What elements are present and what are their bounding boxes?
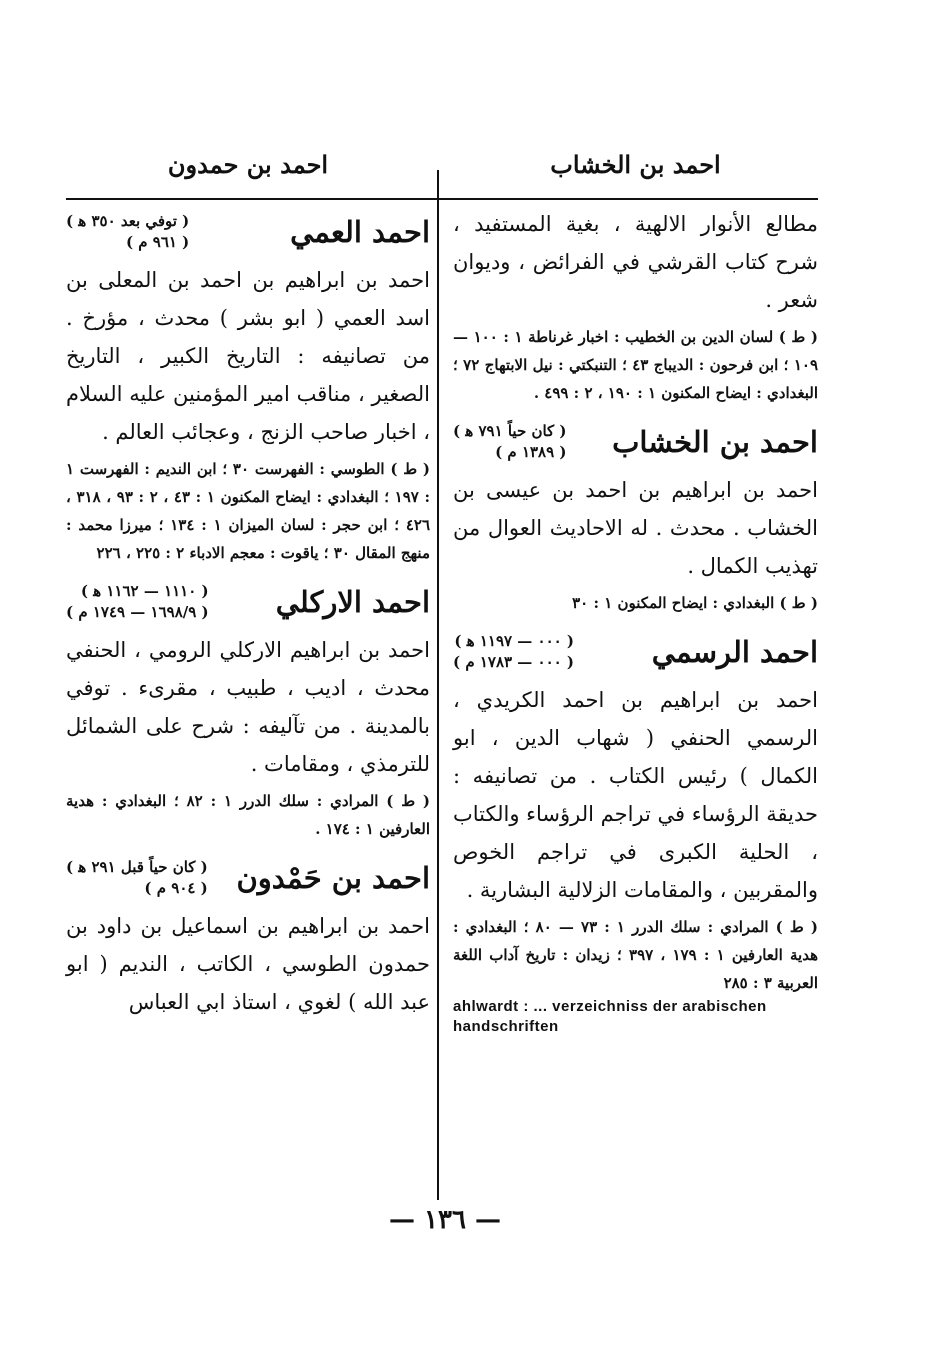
entry-continuation [453,205,818,407]
header-rule [66,198,818,200]
entry-body: احمد بن ابراهيم بن احمد الكريدي ، الرسمي الحنفي ( شهاب الدين ، ابو الكمال ) رئيس الكتاب . من تصانيفه : حديقة الرؤساء في تراجم الرؤساء والكتاب ، الحلية الكبرى في تراجم الخوص والمقربين ، والمقامات الزلالية البشارية . [452,688,818,902]
hijri-date: ( ٠٠٠ — ١١٩٧ ﻫ ) [454,632,575,650]
hijri-date: ( كان حياً قبل ٢٩١ ﻫ ) [66,858,208,876]
gregorian-date: ( ٩٠٤ م ) [144,879,208,897]
entry-references: ( ط ) المرادي : سلك الدرر ١ : ٨٢ ؛ البغدادي : هدية العارفين ١ : ١٧٤ . [66,792,431,838]
running-header-right: احمد بن الخشاب [550,150,721,179]
entry-name: احمد الاركلي [275,585,430,619]
column-divider [437,170,439,1200]
hijri-date: ( توفي بعد ٣٥٠ ﻫ ) [66,212,190,230]
entry-body: احمد بن ابراهيم الاركلي الرومي ، الحنفي محدث ، اديب ، طبيب ، مقرىء . توفي بالمدينة . من تآليفه : شرح على الشمائل للترمذي ، ومقامات . [66,638,430,776]
entry-ibn-al-khashshab [453,421,818,617]
latin-reference: ahlwardt : ... verzeichniss der arabischen handschriften [453,998,767,1035]
entry-heading [66,581,430,623]
hijri-date: ( كان حياً ٧٩١ ﻫ ) [453,422,567,440]
entry-dates [453,631,574,673]
entry-dates [453,421,567,463]
entry-dates [66,211,189,253]
entry-name: احمد العمي [290,215,430,249]
entry-heading [66,211,430,253]
entry-references: ( ط ) لسان الدين بن الخطيب : اخبار غرناطة ١ : ١٠٠ — ١٠٩ ؛ ابن فرحون : الديباج ٤٣ ؛ التنبكتي : نيل الابتهاج ٧٢ ؛ البغدادي : ايضاح المكنون ١ : ١٩٠ ، ٢ : ٤٩٩ . [453,328,818,402]
entry-dates [66,581,209,623]
entry-heading [66,857,430,899]
entry-name: احمد بن حَمْدون [236,861,430,895]
left-column [66,205,430,1035]
page-number: — ١٣٦ — [388,1205,502,1235]
entry-references: ( ط ) الطوسي : الفهرست ٣٠ ؛ ابن النديم : الفهرست ١ : ١٩٧ ؛ البغدادي : ايضاح المكنون ١ : ٤٣ ، ٢ : ٩٣ ، ٣١٨ ، ٤٢٦ ؛ ابن حجر : لسان الميزان ١ : ١٣٤ ؛ ميرزا محمد : منهج المقال ٣٠ ؛ ياقوت : معجم الادباء ٢ : ٢٢٥ ، ٢٢٦ [66,460,430,562]
running-header-left: احمد بن حمدون [167,150,329,179]
entry-body: احمد بن ابراهيم بن احمد بن المعلى بن اسد العمي ( ابو بشر ) محدث ، مؤرخ . من تصانيفه : التاريخ الكبير ، التاريخ الصغير ، مناقب امير المؤمنين عليه السلام ، اخبار صاحب الزنج ، وعجائب العالم . [66,268,430,444]
entry-heading [453,631,818,673]
entry-ibn-hamdun [66,857,430,1021]
entry-references: ( ط ) المرادي : سلك الدرر ١ : ٧٣ — ٨٠ ؛ البغدادي : هدية العارفين ١ : ١٧٩ ، ٣٩٧ ؛ زيدان : تاريخ آداب اللغة العربية ٣ : ٢٨٥ [453,918,818,992]
entry-al-rasmi [453,631,818,1037]
right-column [453,205,818,1051]
gregorian-date: ( ٠٠٠ — ١٧٨٣ م ) [453,653,575,671]
gregorian-date: ( ٩٦١ م ) [125,233,190,251]
entry-al-arkali [66,581,430,843]
entry-references: ( ط ) البغدادي : ايضاح المكنون ١ : ٣٠ [572,594,818,612]
hijri-date: ( ١١١٠ — ١١٦٢ ﻫ ) [80,582,209,600]
gregorian-date: ( ١٦٩٨/٩ — ١٧٤٩ م ) [66,603,209,621]
gregorian-date: ( ١٣٨٩ م ) [495,443,567,461]
entry-body: احمد بن ابراهيم بن احمد بن عيسى بن الخشاب . محدث . له الاحاديث العوال من تهذيب الكمال . [453,478,818,578]
entry-name: احمد الرسمي [651,635,818,669]
entry-name: احمد بن الخشاب [612,425,818,459]
entry-heading [453,421,818,463]
entry-body: احمد بن ابراهيم بن اسماعيل بن داود بن حمدون الطوسي ، الكاتب ، النديم ( ابو عبد الله ) لغوي ، استاذ ابي العباس [66,914,430,1014]
entry-dates [66,857,208,899]
entry-body: مطالع الأنوار الالهية ، بغية المستفيد ، شرح كتاب القرشي في الفرائض ، وديوان شعر . [453,212,818,312]
entry-al-ammi [66,211,430,567]
